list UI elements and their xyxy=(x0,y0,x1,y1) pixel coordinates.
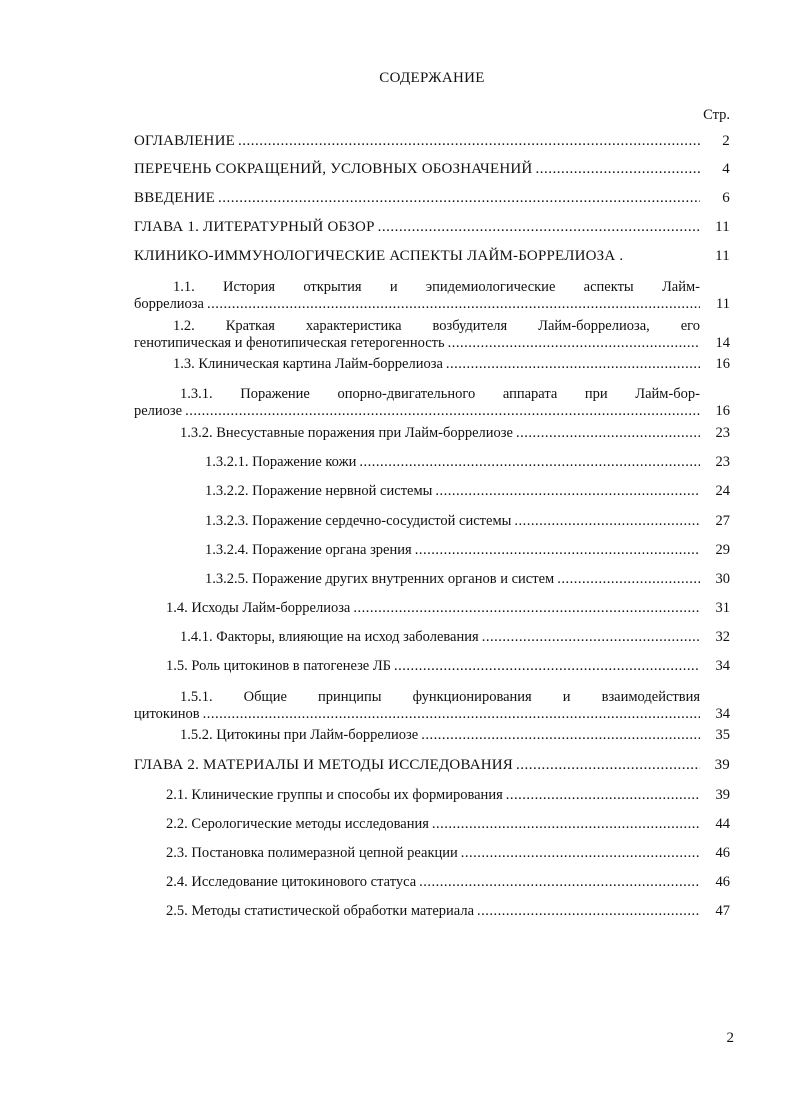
toc-entry-label: 1.3.2.3. Поражение сердечно-сосудистой системы xyxy=(205,513,512,529)
toc-entry-page: 27 xyxy=(715,513,730,529)
toc-entry-label: 2.5. Методы статистической обработки материала xyxy=(166,903,475,919)
toc-entry-label: ВВЕДЕНИЕ xyxy=(134,190,215,206)
toc-entry[interactable] xyxy=(166,787,730,804)
toc-entry-page: 16 xyxy=(715,403,730,419)
toc-entry[interactable] xyxy=(134,219,730,236)
toc-entry-label: 1.3.2.5. Поражение других внутренних органов и систем xyxy=(205,571,555,587)
toc-entry[interactable] xyxy=(166,845,730,862)
toc-entry-page: 44 xyxy=(715,816,730,832)
toc-entry[interactable] xyxy=(205,571,730,588)
leader-dots xyxy=(207,296,700,313)
toc-entry[interactable] xyxy=(134,190,730,207)
toc-entry[interactable] xyxy=(134,689,730,723)
leader-dots xyxy=(359,454,700,471)
toc-entry-label: ГЛАВА 1. ЛИТЕРАТУРНЫЙ ОБЗОР xyxy=(134,219,375,235)
toc-entry-label: 1.5.1. Общие принципы функционирования и взаимодействия xyxy=(180,689,700,705)
toc-entry-label: 1.1. История открытия и эпидемиологические аспекты Лайм- xyxy=(173,279,700,295)
toc-entry-label: 2.1. Клинические группы и способы их формирования xyxy=(166,787,503,803)
leader-dots xyxy=(516,757,700,774)
toc-entry-page: 14 xyxy=(715,335,730,351)
toc-entry[interactable] xyxy=(205,454,730,471)
toc-entry-label: 1.4.1. Факторы, влияющие на исход заболевания xyxy=(180,629,479,645)
leader-dots xyxy=(378,219,700,236)
toc-entry-label: 1.4. Исходы Лайм-боррелиоза xyxy=(166,600,351,616)
page-column-label: Стр. xyxy=(703,107,730,123)
leader-dots xyxy=(432,816,700,833)
toc-entry-label-cont: боррелиоза xyxy=(134,296,204,312)
toc-entry-label: ПЕРЕЧЕНЬ СОКРАЩЕНИЙ, УСЛОВНЫХ ОБОЗНАЧЕНИЙ xyxy=(134,161,533,177)
leader-dots xyxy=(448,335,700,352)
toc-entry[interactable] xyxy=(134,757,730,774)
leader-dots xyxy=(482,629,700,646)
leader-dots xyxy=(415,542,700,559)
toc-entry-label: 2.3. Постановка полимеразной цепной реакции xyxy=(166,845,458,861)
toc-entry-page: 11 xyxy=(715,219,730,235)
page-title: СОДЕРЖАНИЕ xyxy=(379,70,485,86)
toc-entry-label: 1.3. Клиническая картина Лайм-боррелиоза xyxy=(173,356,443,372)
leader-dots xyxy=(514,513,700,530)
toc-entry-label: 1.3.2.4. Поражение органа зрения xyxy=(205,542,412,558)
toc-entry-label: ГЛАВА 2. МАТЕРИАЛЫ И МЕТОДЫ ИССЛЕДОВАНИЯ xyxy=(134,757,514,773)
toc-entry[interactable] xyxy=(180,425,730,442)
leader-dots xyxy=(421,727,700,744)
toc-entry-label: 2.2. Серологические методы исследования xyxy=(166,816,429,832)
leader-dots xyxy=(516,425,700,442)
toc-entry-label-cont: генотипическая и фенотипическая гетерогенность xyxy=(134,335,445,351)
toc-entry[interactable] xyxy=(134,248,730,265)
toc-entry[interactable] xyxy=(134,318,730,352)
toc-entry-page: 24 xyxy=(715,483,730,499)
toc-entry-label: ОГЛАВЛЕНИЕ xyxy=(134,133,235,149)
toc-entry[interactable] xyxy=(173,356,730,373)
leader-dots xyxy=(218,190,700,207)
toc-entry-page: 4 xyxy=(722,161,730,177)
toc-entry-page: 16 xyxy=(715,356,730,372)
toc-entry[interactable] xyxy=(180,727,730,744)
toc-entry[interactable] xyxy=(166,600,730,617)
leader-dots xyxy=(506,787,700,804)
toc-entry-label-cont: цитокинов xyxy=(134,706,200,722)
toc-entry-label: 2.4. Исследование цитокинового статуса xyxy=(166,874,417,890)
toc-entry-label: КЛИНИКО-ИММУНОЛОГИЧЕСКИЕ АСПЕКТЫ ЛАЙМ-БОРРЕЛИОЗА . xyxy=(134,248,624,264)
toc-entry[interactable] xyxy=(134,386,730,420)
leader-dots xyxy=(238,133,700,150)
toc-entry[interactable] xyxy=(166,903,730,920)
toc-entry-label: 1.5. Роль цитокинов в патогенезе ЛБ xyxy=(166,658,392,674)
leader-dots xyxy=(419,874,700,891)
toc-entry-page: 39 xyxy=(714,757,730,773)
toc-entry-page: 2 xyxy=(722,133,730,149)
leader-dots xyxy=(446,356,700,373)
leader-dots xyxy=(394,658,700,675)
toc-entry[interactable] xyxy=(166,816,730,833)
leader-dots xyxy=(353,600,700,617)
leader-dots xyxy=(535,161,700,178)
toc-entry-label-cont: релиозе xyxy=(134,403,183,419)
leader-dots xyxy=(185,403,700,420)
toc-entry-page: 30 xyxy=(715,571,730,587)
toc-entry-page: 47 xyxy=(715,903,730,919)
toc-entry-page: 6 xyxy=(722,190,730,206)
toc-entry[interactable] xyxy=(134,133,730,150)
toc-entry-label: 1.3.1. Поражение опорно-двигательного аппарата при Лайм-бор- xyxy=(180,386,700,402)
toc-entry-page: 34 xyxy=(715,658,730,674)
toc-entry-page: 23 xyxy=(715,425,730,441)
toc-entry-label: 1.2. Краткая характеристика возбудителя Лайм-боррелиоза, его xyxy=(173,318,700,334)
toc-entry[interactable] xyxy=(166,874,730,891)
toc-entry-page: 31 xyxy=(715,600,730,616)
page-number: 2 xyxy=(726,1030,734,1046)
toc-entry-page: 46 xyxy=(715,874,730,890)
toc-entry[interactable] xyxy=(205,513,730,530)
toc-entry-page: 11 xyxy=(715,248,730,264)
toc-entry-page: 34 xyxy=(715,706,730,722)
toc-entry-page: 11 xyxy=(716,296,730,312)
toc-entry[interactable] xyxy=(134,279,730,313)
toc-entry-page: 35 xyxy=(715,727,730,743)
toc-entry-page: 29 xyxy=(715,542,730,558)
leader-dots xyxy=(477,903,700,920)
toc-entry[interactable] xyxy=(205,542,730,559)
toc-entry-page: 39 xyxy=(715,787,730,803)
toc-entry[interactable] xyxy=(205,483,730,500)
toc-entry-label: 1.3.2.2. Поражение нервной системы xyxy=(205,483,433,499)
toc-entry[interactable] xyxy=(166,658,730,675)
leader-dots xyxy=(557,571,700,588)
toc-entry[interactable] xyxy=(180,629,730,646)
toc-entry[interactable] xyxy=(134,161,730,178)
toc-entry-page: 23 xyxy=(715,454,730,470)
toc-entry-page: 32 xyxy=(715,629,730,645)
leader-dots xyxy=(203,706,700,723)
toc-entry-label: 1.3.2. Внесуставные поражения при Лайм-боррелиозе xyxy=(180,425,513,441)
toc-entry-page: 46 xyxy=(715,845,730,861)
toc-entry-label: 1.5.2. Цитокины при Лайм-боррелиозе xyxy=(180,727,419,743)
toc-entry-label: 1.3.2.1. Поражение кожи xyxy=(205,454,357,470)
leader-dots xyxy=(461,845,700,862)
leader-dots xyxy=(435,483,700,500)
